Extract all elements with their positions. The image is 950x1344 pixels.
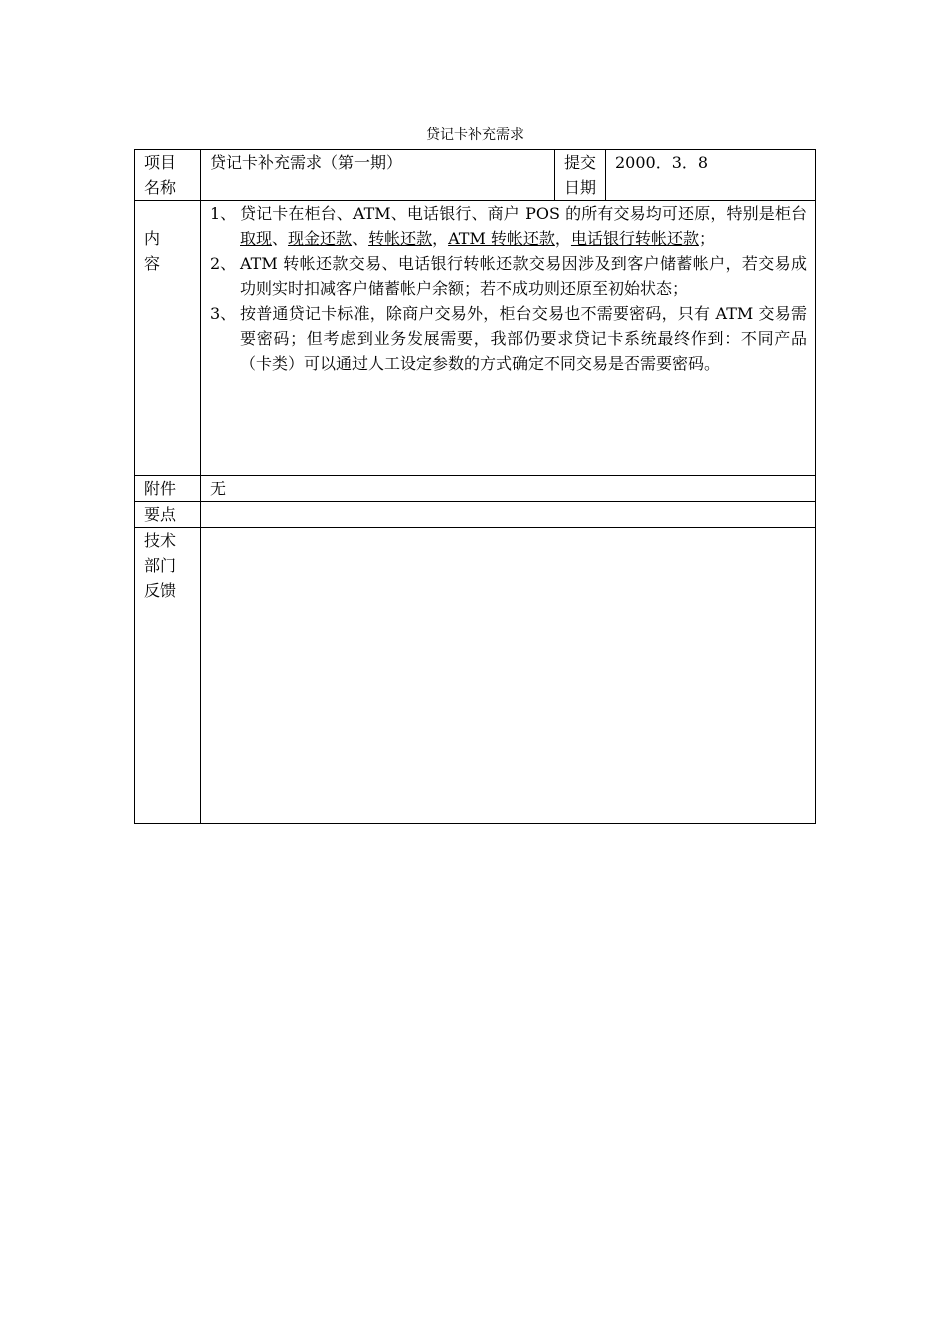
project-name-label-line1: 项目 <box>144 153 177 172</box>
requirement-item-2 <box>210 251 807 301</box>
submit-date-label-line1: 提交 <box>564 153 597 172</box>
requirement-number-3: 3、 <box>210 304 237 323</box>
project-name-label <box>135 150 201 201</box>
submit-date-value: 2000．3．8 <box>606 150 816 201</box>
attachment-label: 附件 <box>135 476 201 502</box>
separator-3: ， <box>432 229 449 248</box>
link-transfer-repayment[interactable]: 转帐还款 <box>368 229 433 248</box>
requirement-number-2: 2、 <box>210 254 237 273</box>
project-row <box>135 150 816 201</box>
tech-feedback-label-line2: 部门 <box>144 556 177 575</box>
link-atm-transfer-repayment[interactable]: ATM 转帐还款 <box>448 229 555 248</box>
separator-4: ， <box>554 229 571 248</box>
requirement-list <box>210 201 815 376</box>
separator-2: 、 <box>352 229 369 248</box>
key-points-value <box>201 502 816 528</box>
attachment-value: 无 <box>201 476 816 502</box>
link-cash-withdrawal[interactable]: 取现 <box>240 229 273 248</box>
requirement-text-1-start: 贷记卡在柜台、ATM、电话银行、商户 POS 的所有交易均可还原，特别是柜台 <box>240 204 807 223</box>
link-phone-banking-transfer-repayment[interactable]: 电话银行转帐还款 <box>570 229 699 248</box>
requirement-text-3: 按普通贷记卡标准，除商户交易外，柜台交易也不需要密码，只有 ATM 交易需要密码；但考虑到业务发展需要，我部仍要求贷记卡系统最终作到：不同产品（卡类）可以通过人工设定参数的方式确定不同交易是否需要密码。 <box>240 304 807 373</box>
project-name-value: 贷记卡补充需求（第一期） <box>201 150 555 201</box>
attachment-row <box>135 476 816 502</box>
key-points-row <box>135 502 816 528</box>
content-label-spacer-top <box>144 201 200 226</box>
submit-date-label-line2: 日期 <box>564 178 597 197</box>
content-label <box>135 201 201 476</box>
tech-feedback-label-line3: 反馈 <box>144 581 177 600</box>
requirement-item-3 <box>210 301 807 376</box>
submit-date-label <box>555 150 606 201</box>
tech-feedback-value <box>201 528 816 824</box>
requirement-item-1 <box>210 201 807 251</box>
separator-1: 、 <box>272 229 289 248</box>
content-value <box>201 201 816 476</box>
requirement-number-1: 1、 <box>210 204 237 223</box>
tech-feedback-row <box>135 528 816 824</box>
content-label-line1: 内 <box>144 229 161 248</box>
key-points-label: 要点 <box>135 502 201 528</box>
link-cash-repayment[interactable]: 现金还款 <box>288 229 353 248</box>
content-label-line2: 容 <box>144 254 161 273</box>
requirement-text-1-end: ； <box>698 229 715 248</box>
content-row <box>135 201 816 476</box>
project-name-label-line2: 名称 <box>144 178 177 197</box>
tech-feedback-label-line1: 技术 <box>144 531 177 550</box>
tech-feedback-label <box>135 528 201 824</box>
requirement-text-2: ATM 转帐还款交易、电话银行转帐还款交易因涉及到客户储蓄帐户，若交易成功则实时扣减客户储蓄帐户余额；若不成功则还原至初始状态； <box>240 254 807 298</box>
requirements-form <box>134 149 816 824</box>
document-title: 贷记卡补充需求 <box>426 127 524 143</box>
